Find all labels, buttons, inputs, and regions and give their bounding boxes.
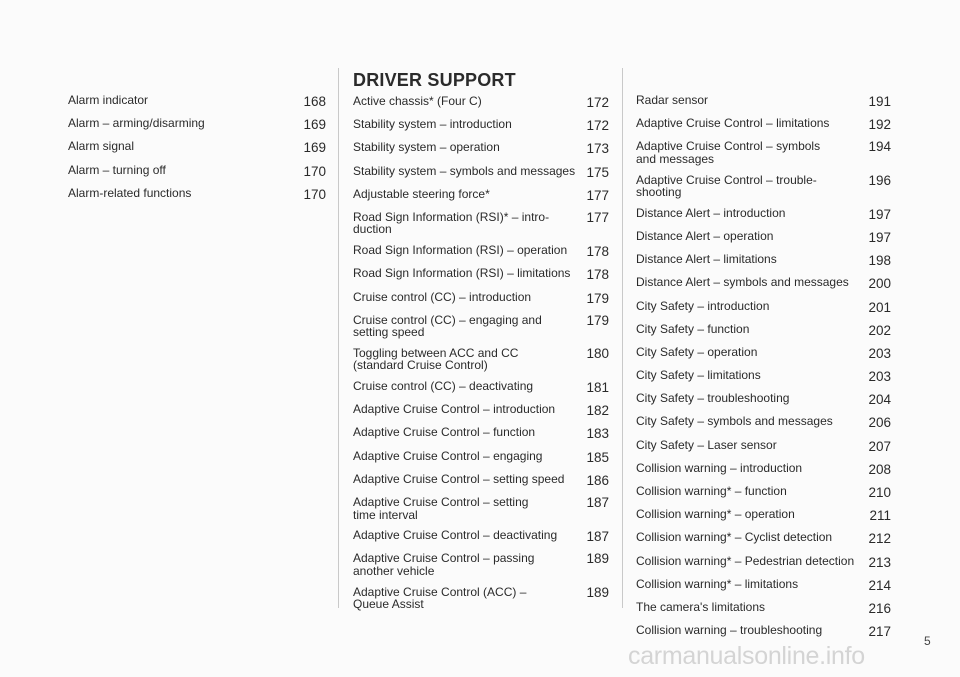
toc-entry[interactable] — [353, 380, 609, 395]
toc-entry[interactable] — [636, 392, 891, 407]
toc-column-1 — [68, 94, 326, 210]
toc-entry-page: 175 — [586, 164, 609, 180]
toc-entry-title: Alarm – arming/disarming — [68, 116, 205, 131]
toc-entry-page: 208 — [868, 461, 891, 477]
toc-entry-page: 173 — [586, 141, 609, 157]
toc-entry-title: Distance Alert – limitations — [636, 252, 777, 267]
toc-entry-page: 187 — [586, 495, 609, 510]
toc-entry-page: 212 — [868, 531, 891, 547]
toc-entry[interactable] — [636, 462, 891, 477]
toc-entry-title: Alarm-related functions — [68, 185, 192, 200]
toc-entry[interactable] — [636, 578, 891, 593]
toc-entry[interactable] — [636, 207, 891, 222]
toc-entry-page: 214 — [868, 577, 891, 593]
toc-entry-page: 200 — [868, 276, 891, 292]
toc-entry-page: 217 — [868, 624, 891, 640]
toc-entry[interactable] — [636, 485, 891, 500]
toc-entry[interactable] — [353, 403, 609, 418]
toc-entry[interactable] — [636, 174, 891, 199]
toc-entry[interactable] — [353, 211, 609, 236]
toc-entry-page: 206 — [868, 415, 891, 431]
toc-entry[interactable] — [353, 95, 609, 110]
toc-entry[interactable] — [636, 555, 891, 570]
toc-column-3 — [636, 94, 891, 647]
toc-entry-page: 187 — [586, 529, 609, 545]
toc-entry-title: Collision warning* – function — [636, 484, 787, 498]
toc-entry-page: 169 — [303, 117, 326, 133]
toc-entry-title: City Safety – operation — [636, 344, 758, 359]
toc-entry-page: 182 — [586, 403, 609, 419]
toc-entry[interactable] — [636, 140, 891, 165]
toc-entry-title: Collision warning* – Cyclist detection — [636, 530, 833, 545]
toc-entry-title: City Safety – symbols and messages — [636, 414, 833, 429]
toc-entry-page: 191 — [868, 94, 891, 109]
toc-entry[interactable] — [353, 586, 609, 611]
toc-entry[interactable] — [353, 291, 609, 306]
toc-entry-title: Stability system – symbols and messages — [353, 163, 576, 178]
toc-entry-page: 201 — [868, 299, 891, 315]
watermark: carmanualsonline.info — [628, 642, 865, 670]
toc-entry-title: Adaptive Cruise Control (ACC) – Queue Assist — [353, 584, 527, 612]
toc-entry[interactable] — [353, 473, 609, 488]
page-number: 5 — [924, 634, 931, 648]
toc-entry-title: Distance Alert – introduction — [636, 205, 786, 220]
toc-entry[interactable] — [353, 314, 609, 339]
toc-entry-title: City Safety – Laser sensor — [636, 437, 777, 452]
toc-entry-title: City Safety – troubleshooting — [636, 391, 790, 406]
toc-entry-page: 198 — [868, 253, 891, 269]
toc-entry-page: 213 — [868, 554, 891, 570]
toc-entry-page: 168 — [303, 94, 326, 109]
toc-entry-title: Road Sign Information (RSI) – limitations — [353, 266, 571, 281]
toc-entry[interactable] — [353, 244, 609, 259]
toc-entry-title: Adaptive Cruise Control – passing another vehicle — [353, 551, 535, 578]
toc-entry-title: Adaptive Cruise Control – introduction — [353, 402, 556, 417]
toc-entry[interactable] — [636, 439, 891, 454]
toc-entry-page: 170 — [303, 186, 326, 202]
toc-entry[interactable] — [636, 415, 891, 430]
toc-entry-page: 203 — [868, 345, 891, 361]
toc-entry-title: Adaptive Cruise Control – engaging — [353, 448, 543, 463]
toc-entry[interactable] — [68, 140, 326, 155]
toc-entry-title: Distance Alert – operation — [636, 228, 774, 243]
toc-entry[interactable] — [353, 188, 609, 203]
toc-entry[interactable] — [353, 496, 609, 521]
toc-entry-title: Adaptive Cruise Control – deactivating — [353, 528, 558, 543]
toc-entry[interactable] — [353, 165, 609, 180]
toc-entry-title: City Safety – introduction — [636, 298, 770, 313]
toc-entry[interactable] — [68, 164, 326, 179]
toc-entry-page: 170 — [303, 163, 326, 179]
toc-entry-title: Alarm – turning off — [68, 162, 166, 177]
toc-entry-title: Toggling between ACC and CC (standard Cruise Control) — [353, 345, 519, 373]
toc-entry-page: 186 — [586, 472, 609, 488]
toc-entry[interactable] — [636, 601, 891, 616]
toc-entry-title: Cruise control (CC) – engaging and setting speed — [353, 312, 542, 340]
toc-entry[interactable] — [353, 552, 609, 577]
toc-entry[interactable] — [636, 323, 891, 338]
toc-entry-page: 178 — [586, 267, 609, 283]
toc-entry-page: 196 — [868, 172, 891, 188]
toc-entry-page: 197 — [868, 206, 891, 222]
toc-entry-title: Stability system – operation — [353, 140, 500, 155]
toc-entry-title: City Safety – function — [636, 321, 750, 336]
toc-entry[interactable] — [353, 347, 609, 372]
toc-entry[interactable] — [636, 253, 891, 268]
toc-entry[interactable] — [636, 94, 891, 109]
toc-entry-page: 210 — [868, 485, 891, 500]
toc-entry[interactable] — [636, 346, 891, 361]
toc-entry-page: 216 — [868, 600, 891, 616]
toc-entry-title: Alarm indicator — [68, 93, 149, 107]
toc-entry[interactable] — [353, 529, 609, 544]
toc-entry-page: 172 — [586, 95, 609, 110]
toc-entry-page: 177 — [586, 209, 609, 225]
toc-entry-title: Collision warning – troubleshooting — [636, 623, 823, 638]
toc-entry-title: Stability system – introduction — [353, 117, 512, 132]
toc-entry-title: Road Sign Information (RSI)* – intro- duction — [353, 209, 550, 237]
column-divider-2 — [622, 68, 623, 608]
toc-entry[interactable] — [636, 230, 891, 245]
toc-entry-title: Adaptive Cruise Control – setting speed — [353, 471, 565, 486]
toc-entry[interactable] — [353, 426, 609, 441]
toc-entry-page: 189 — [586, 551, 609, 567]
toc-entry-page: 197 — [868, 229, 891, 245]
toc-entry-title: Alarm signal — [68, 139, 135, 154]
toc-entry-title: Collision warning* – operation — [636, 507, 795, 522]
toc-entry-title: Cruise control (CC) – deactivating — [353, 379, 534, 394]
toc-entry-page: 204 — [868, 392, 891, 408]
toc-entry-title: Road Sign Information (RSI) – operation — [353, 243, 568, 258]
toc-entry-page: 203 — [868, 369, 891, 385]
toc-entry-page: 172 — [586, 118, 609, 134]
toc-entry-title: Radar sensor — [636, 93, 709, 107]
toc-entry[interactable] — [68, 94, 326, 109]
toc-entry-page: 185 — [586, 449, 609, 465]
toc-entry-page: 178 — [586, 244, 609, 260]
toc-entry[interactable] — [636, 508, 891, 523]
toc-entry[interactable] — [68, 117, 326, 132]
toc-entry[interactable] — [636, 369, 891, 384]
toc-entry[interactable] — [636, 300, 891, 315]
toc-entry-title: The camera's limitations — [636, 599, 765, 614]
toc-entry[interactable] — [353, 141, 609, 156]
toc-entry-page: 194 — [868, 139, 891, 155]
toc-entry-title: Collision warning* – limitations — [636, 576, 799, 591]
toc-entry-title: Adjustable steering force* — [353, 186, 490, 201]
toc-entry-title: Adaptive Cruise Control – symbols and messages — [636, 139, 821, 166]
toc-column-2 — [353, 70, 609, 619]
toc-entry-page: 179 — [586, 312, 609, 328]
toc-entry-title: Adaptive Cruise Control – limitations — [636, 116, 830, 131]
toc-entry-title: Adaptive Cruise Control – function — [353, 425, 536, 440]
toc-entry-title: Adaptive Cruise Control – trouble- shooting — [636, 172, 817, 200]
toc-entry-title: Active chassis* (Four C) — [353, 94, 482, 108]
toc-entry[interactable] — [353, 267, 609, 282]
toc-entry[interactable] — [636, 276, 891, 291]
toc-entry-page: 192 — [868, 117, 891, 133]
toc-entry-title: Adaptive Cruise Control – setting time interval — [353, 495, 529, 522]
toc-entry-page: 169 — [303, 140, 326, 156]
toc-entry-page: 211 — [869, 508, 891, 524]
section-heading: DRIVER SUPPORT — [353, 70, 516, 90]
toc-entry-title: Collision warning – introduction — [636, 460, 803, 475]
toc-entry[interactable] — [353, 450, 609, 465]
toc-entry-page: 183 — [586, 426, 609, 442]
toc-entry-title: Collision warning* – Pedestrian detection — [636, 553, 855, 568]
column-divider-1 — [338, 68, 339, 608]
toc-entry[interactable] — [636, 117, 891, 132]
toc-entry-page: 189 — [586, 584, 609, 600]
toc-entry-title: Distance Alert – symbols and messages — [636, 275, 849, 290]
toc-entry-page: 180 — [586, 345, 609, 361]
toc-entry-page: 207 — [868, 438, 891, 454]
toc-entry[interactable] — [636, 531, 891, 546]
toc-entry-page: 177 — [586, 187, 609, 203]
toc-entry-page: 202 — [868, 322, 891, 338]
toc-entry[interactable] — [353, 118, 609, 133]
toc-entry-page: 179 — [586, 290, 609, 306]
toc-entry-page: 181 — [586, 380, 609, 396]
toc-entry[interactable] — [636, 624, 891, 639]
toc-entry-title: City Safety – limitations — [636, 368, 761, 383]
toc-entry[interactable] — [68, 187, 326, 202]
toc-entry-title: Cruise control (CC) – introduction — [353, 289, 532, 304]
